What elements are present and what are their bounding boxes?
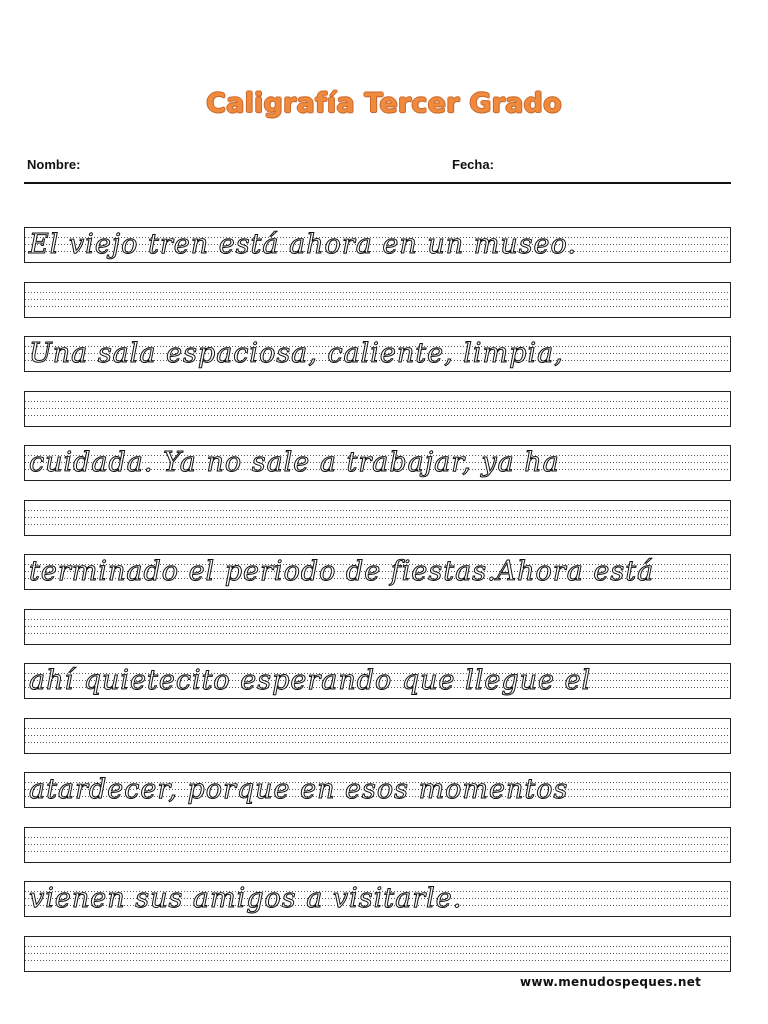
date-label: Fecha: (452, 157, 494, 172)
model-line-5 (24, 663, 731, 699)
model-line-6 (24, 772, 731, 808)
practice-line-1[interactable] (24, 282, 731, 318)
model-text-6: atardecer, porque en esos momentos (29, 774, 569, 805)
model-text-1: El viejo tren está ahora en un museo. (29, 229, 577, 260)
practice-line-4[interactable] (24, 609, 731, 645)
model-text-4: terminado el periodo de fiestas.Ahora está (29, 556, 655, 587)
model-line-7 (24, 881, 731, 917)
name-label: Nombre: (27, 157, 81, 172)
practice-line-3[interactable] (24, 500, 731, 536)
practice-line-5[interactable] (24, 718, 731, 754)
practice-line-7[interactable] (24, 936, 731, 972)
footer-url: www.menudospeques.net (520, 975, 702, 989)
model-text-5: ahí quietecito esperando que llegue el (29, 665, 592, 696)
model-line-1 (24, 227, 731, 263)
model-text-7: vienen sus amigos a visitarle. (29, 883, 463, 914)
practice-line-6[interactable] (24, 827, 731, 863)
worksheet-title: Caligrafía Tercer Grado (206, 88, 562, 119)
model-text-3: cuidada. Ya no sale a trabajar, ya ha (29, 447, 560, 478)
practice-line-2[interactable] (24, 391, 731, 427)
practice-lines (24, 227, 731, 972)
model-line-4 (24, 554, 731, 590)
header-rule (24, 182, 731, 184)
model-line-3 (24, 445, 731, 481)
model-text-2: Una sala espaciosa, caliente, limpia, (29, 338, 564, 369)
model-line-2 (24, 336, 731, 372)
